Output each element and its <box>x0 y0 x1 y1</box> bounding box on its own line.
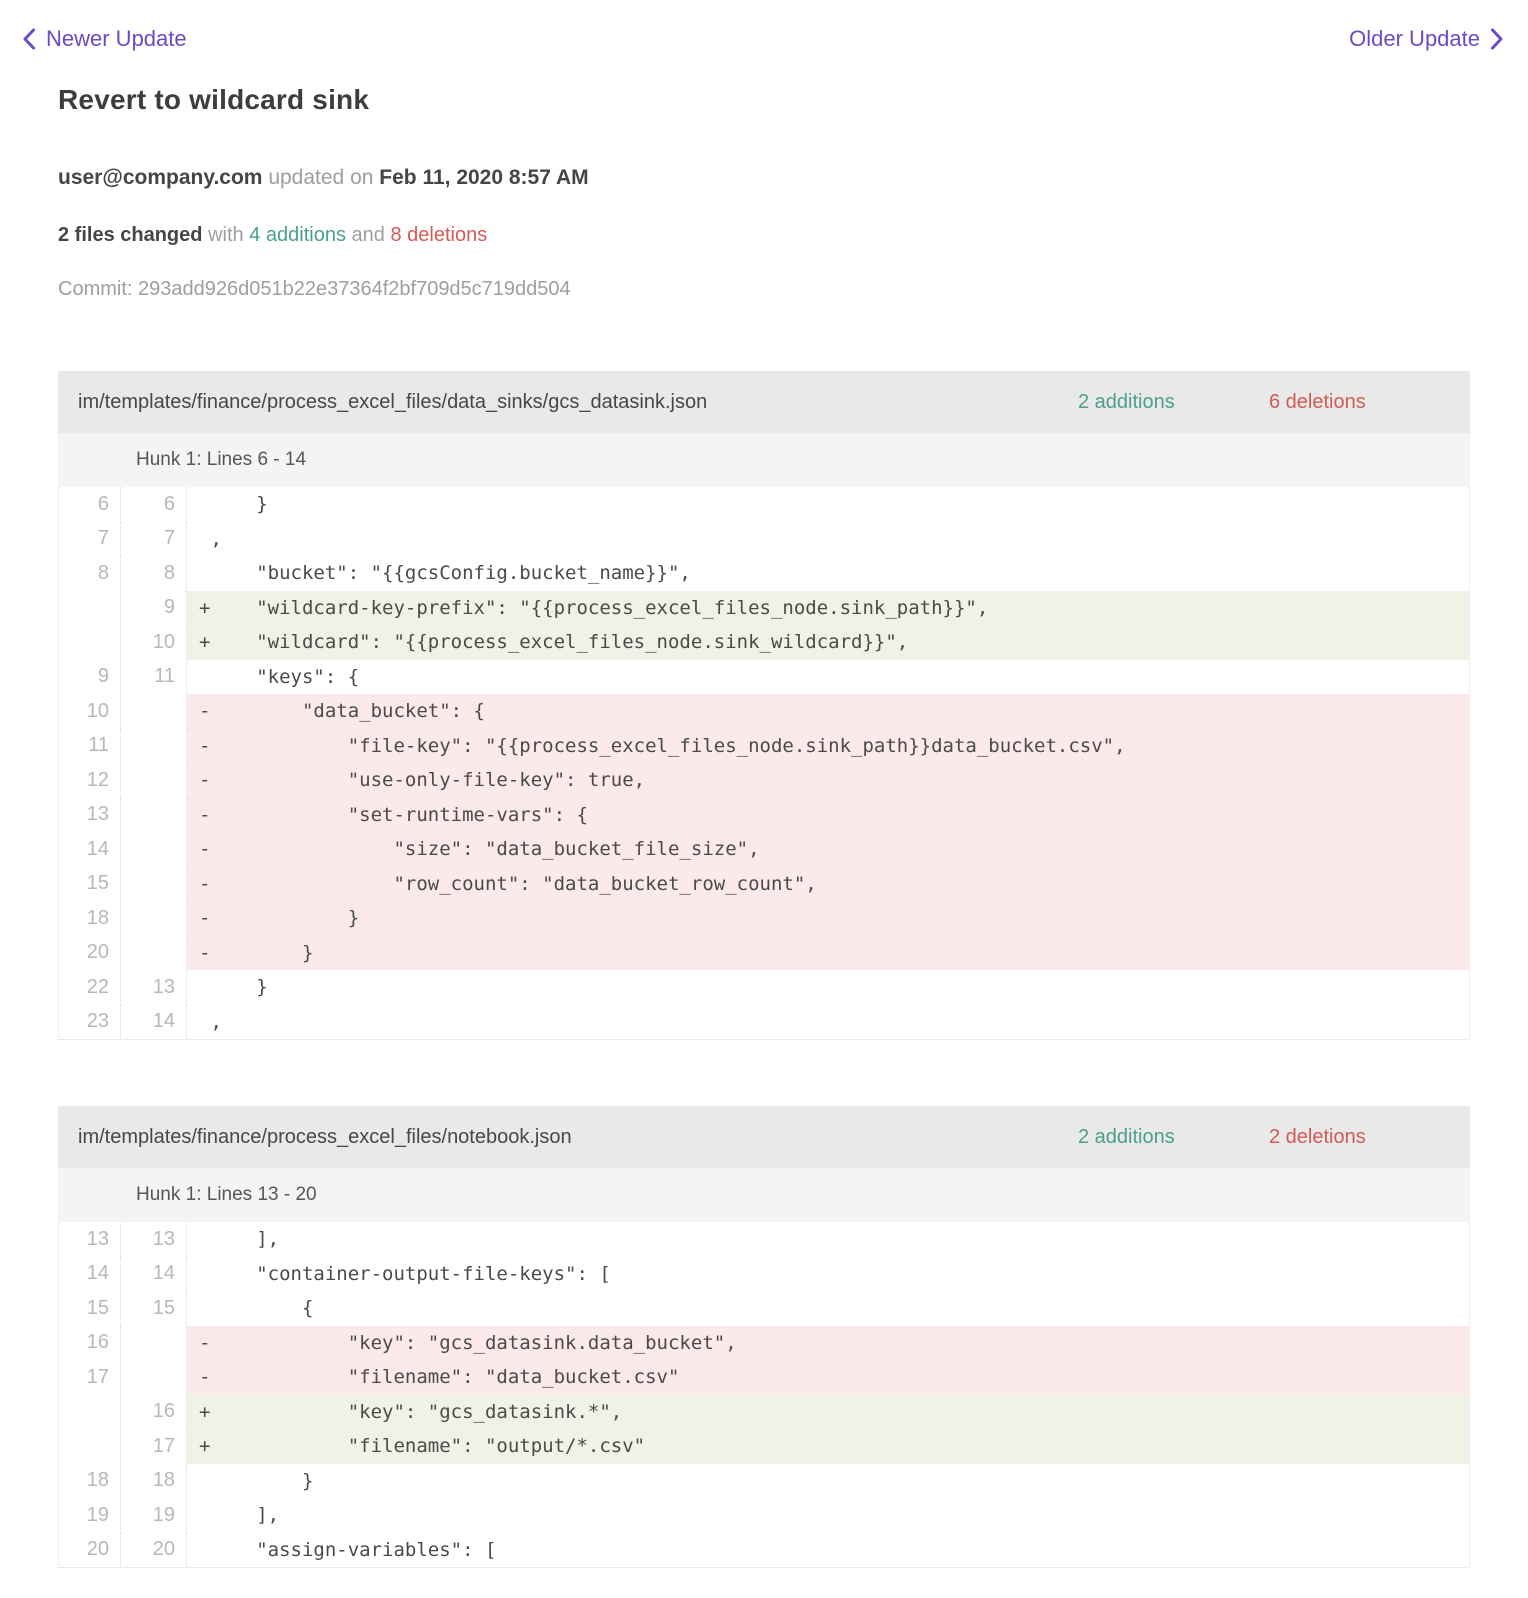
diff-row <box>59 832 1469 867</box>
diff-line-content <box>187 901 1469 936</box>
diff-line-content <box>187 660 1469 695</box>
new-line-number <box>121 763 187 798</box>
hunk-label: Hunk 1: Lines 13 - 20 <box>136 1184 317 1205</box>
old-line-number: 15 <box>59 867 121 902</box>
new-line-number: 7 <box>121 522 187 557</box>
diff-marker: - <box>199 803 211 826</box>
diff-row <box>59 970 1469 1005</box>
diff-row <box>59 729 1469 764</box>
old-line-number: 23 <box>59 1005 121 1040</box>
new-line-number: 14 <box>121 1257 187 1292</box>
file-header <box>58 1106 1470 1168</box>
diff-table <box>58 487 1470 1040</box>
new-line-number: 11 <box>121 660 187 695</box>
diff-line-content <box>187 556 1469 591</box>
new-line-number <box>121 901 187 936</box>
new-line-number <box>121 1360 187 1395</box>
diff-marker: - <box>199 907 211 930</box>
chevron-right-icon <box>1490 27 1504 51</box>
diff-row <box>59 1257 1469 1292</box>
new-line-number <box>121 798 187 833</box>
old-line-number: 20 <box>59 936 121 971</box>
hunk-header <box>58 433 1470 487</box>
old-line-number: 19 <box>59 1498 121 1533</box>
new-line-number: 16 <box>121 1395 187 1430</box>
diff-row <box>59 867 1469 902</box>
diff-line-content <box>187 1291 1469 1326</box>
code-text: "keys": { <box>210 665 360 688</box>
diff-line-content <box>187 522 1469 557</box>
diff-row <box>59 1326 1469 1361</box>
new-line-number: 18 <box>121 1464 187 1499</box>
diff-line-content <box>187 1005 1469 1040</box>
diff-row <box>59 1291 1469 1326</box>
old-line-number: 12 <box>59 763 121 798</box>
diff-marker: - <box>199 1366 211 1389</box>
code-text: } <box>210 976 268 999</box>
diff-row <box>59 1005 1469 1040</box>
update-detail-page <box>0 84 1528 1568</box>
diff-line-content <box>187 694 1469 729</box>
old-line-number: 8 <box>59 556 121 591</box>
code-text: "row_count": "data_bucket_row_count", <box>210 872 817 895</box>
page-title: Revert to wildcard sink <box>58 84 370 115</box>
file-additions-count: 2 additions <box>1078 390 1175 413</box>
code-text: } <box>210 941 314 964</box>
code-text: "bucket": "{{gcsConfig.bucket_name}}", <box>210 562 691 585</box>
diff-line-content <box>187 591 1469 626</box>
old-line-number: 7 <box>59 522 121 557</box>
old-line-number: 9 <box>59 660 121 695</box>
new-line-number <box>121 729 187 764</box>
diff-row <box>59 798 1469 833</box>
code-text: "use-only-file-key": true, <box>210 769 646 792</box>
diff-marker: + <box>199 631 211 654</box>
diff-row <box>59 694 1469 729</box>
and-label: and <box>351 224 385 246</box>
diff-marker: - <box>199 769 211 792</box>
diff-line-content <box>187 487 1469 522</box>
new-line-number <box>121 867 187 902</box>
diff-row <box>59 1464 1469 1499</box>
diff-row <box>59 1429 1469 1464</box>
diff-line-content <box>187 1257 1469 1292</box>
diff-row <box>59 1533 1469 1568</box>
code-text: "size": "data_bucket_file_size", <box>210 838 760 861</box>
diff-line-content <box>187 729 1469 764</box>
new-line-number: 15 <box>121 1291 187 1326</box>
with-label: with <box>208 224 244 246</box>
diff-row <box>59 1222 1469 1257</box>
old-line-number: 18 <box>59 901 121 936</box>
older-update-link[interactable] <box>1349 26 1504 52</box>
new-line-number <box>121 694 187 729</box>
code-text: , <box>210 1010 222 1033</box>
deletions-summary: 8 deletions <box>390 224 488 246</box>
diff-table <box>58 1222 1470 1568</box>
old-line-number: 15 <box>59 1291 121 1326</box>
code-text: "wildcard-key-prefix": "{{process_excel_files_node.sink_path}}", <box>210 596 989 619</box>
older-update-label: Older Update <box>1349 26 1480 51</box>
diff-line-content <box>187 798 1469 833</box>
old-line-number: 17 <box>59 1360 121 1395</box>
diff-marker: + <box>199 1400 211 1423</box>
change-summary <box>58 224 1470 247</box>
file-card <box>58 1106 1470 1568</box>
chevron-left-icon <box>22 27 36 51</box>
diff-marker: - <box>199 872 211 895</box>
code-text: "set-runtime-vars": { <box>210 803 588 826</box>
old-line-number <box>59 591 121 626</box>
diff-line-content <box>187 867 1469 902</box>
diff-line-content <box>187 1360 1469 1395</box>
new-line-number: 13 <box>121 1222 187 1257</box>
code-text: , <box>210 527 222 550</box>
diff-row <box>59 487 1469 522</box>
diff-line-content <box>187 763 1469 798</box>
diff-marker: - <box>199 941 211 964</box>
new-line-number: 14 <box>121 1005 187 1040</box>
code-text: "wildcard": "{{process_excel_files_node.sink_wildcard}}", <box>210 631 909 654</box>
old-line-number: 13 <box>59 798 121 833</box>
code-text: "data_bucket": { <box>210 700 485 723</box>
update-meta <box>58 166 1470 190</box>
diff-marker: - <box>199 1331 211 1354</box>
updated-timestamp: Feb 11, 2020 8:57 AM <box>379 166 589 189</box>
newer-update-label: Newer Update <box>46 26 187 51</box>
old-line-number: 18 <box>59 1464 121 1499</box>
code-text: "filename": "data_bucket.csv" <box>210 1366 680 1389</box>
old-line-number: 6 <box>59 487 121 522</box>
new-line-number <box>121 936 187 971</box>
new-line-number: 20 <box>121 1533 187 1568</box>
diff-row <box>59 660 1469 695</box>
file-deletions-count: 2 deletions <box>1269 1125 1366 1148</box>
diff-line-content <box>187 1326 1469 1361</box>
file-header <box>58 371 1470 433</box>
code-text: ], <box>210 1228 280 1251</box>
old-line-number: 10 <box>59 694 121 729</box>
code-text: "key": "gcs_datasink.data_bucket", <box>210 1331 737 1354</box>
file-deletions-count: 6 deletions <box>1269 390 1366 413</box>
old-line-number: 22 <box>59 970 121 1005</box>
code-text: "key": "gcs_datasink.*", <box>210 1400 623 1423</box>
file-path: im/templates/finance/process_excel_files/data_sinks/gcs_datasink.json <box>78 390 708 413</box>
new-line-number: 6 <box>121 487 187 522</box>
old-line-number: 14 <box>59 1257 121 1292</box>
diff-marker: + <box>199 1435 211 1458</box>
diff-line-content <box>187 1464 1469 1499</box>
diff-line-content <box>187 1533 1469 1568</box>
code-text: "filename": "output/*.csv" <box>210 1435 646 1458</box>
new-line-number: 9 <box>121 591 187 626</box>
old-line-number <box>59 625 121 660</box>
diff-line-content <box>187 1222 1469 1257</box>
diff-marker: - <box>199 700 211 723</box>
file-additions-count: 2 additions <box>1078 1125 1175 1148</box>
diff-row <box>59 522 1469 557</box>
updated-on-label: updated on <box>268 166 374 189</box>
old-line-number: 11 <box>59 729 121 764</box>
hunk-header <box>58 1168 1470 1222</box>
newer-update-link[interactable] <box>22 26 187 52</box>
diff-row <box>59 1360 1469 1395</box>
old-line-number <box>59 1429 121 1464</box>
new-line-number: 19 <box>121 1498 187 1533</box>
additions-summary: 4 additions <box>249 224 346 246</box>
diff-marker: + <box>199 596 211 619</box>
diff-line-content <box>187 1429 1469 1464</box>
diff-row <box>59 556 1469 591</box>
code-text: "assign-variables": [ <box>210 1538 497 1561</box>
diff-row <box>59 936 1469 971</box>
diff-row <box>59 1498 1469 1533</box>
diff-line-content <box>187 1395 1469 1430</box>
code-text: ], <box>210 1504 280 1527</box>
new-line-number: 17 <box>121 1429 187 1464</box>
old-line-number: 14 <box>59 832 121 867</box>
top-navigation <box>0 0 1528 52</box>
files-changed-count: 2 files changed <box>58 224 203 246</box>
code-text: { <box>210 1297 314 1320</box>
hunk-label: Hunk 1: Lines 6 - 14 <box>136 449 307 470</box>
diff-row <box>59 1395 1469 1430</box>
old-line-number <box>59 1395 121 1430</box>
new-line-number <box>121 832 187 867</box>
diff-line-content <box>187 625 1469 660</box>
new-line-number <box>121 1326 187 1361</box>
diff-line-content <box>187 832 1469 867</box>
file-path: im/templates/finance/process_excel_files/notebook.json <box>78 1125 572 1148</box>
commit-hash: Commit: 293add926d051b22e37364f2bf709d5c719dd504 <box>58 278 571 300</box>
diff-row <box>59 591 1469 626</box>
file-diff-list <box>58 371 1470 1568</box>
old-line-number: 20 <box>59 1533 121 1568</box>
old-line-number: 13 <box>59 1222 121 1257</box>
code-text: "file-key": "{{process_excel_files_node.sink_path}}data_bucket.csv", <box>210 734 1126 757</box>
code-text: } <box>210 907 360 930</box>
code-text: "container-output-file-keys": [ <box>210 1262 611 1285</box>
new-line-number: 13 <box>121 970 187 1005</box>
diff-marker: - <box>199 838 211 861</box>
code-text: } <box>210 1469 314 1492</box>
diff-line-content <box>187 1498 1469 1533</box>
author-email: user@company.com <box>58 166 263 189</box>
new-line-number: 8 <box>121 556 187 591</box>
diff-row <box>59 763 1469 798</box>
diff-line-content <box>187 970 1469 1005</box>
file-card <box>58 371 1470 1040</box>
diff-row <box>59 901 1469 936</box>
diff-row <box>59 625 1469 660</box>
old-line-number: 16 <box>59 1326 121 1361</box>
new-line-number: 10 <box>121 625 187 660</box>
diff-line-content <box>187 936 1469 971</box>
code-text: } <box>210 493 268 516</box>
diff-marker: - <box>199 734 211 757</box>
